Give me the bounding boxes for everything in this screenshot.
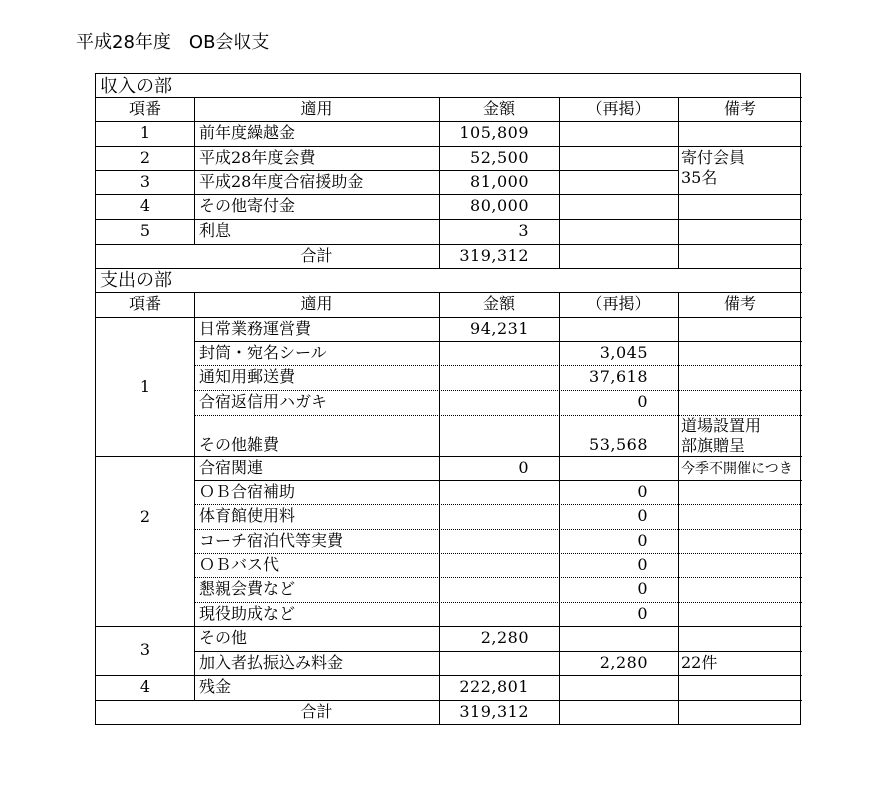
expense-col-divider xyxy=(678,292,679,724)
income-note-line: 35名 xyxy=(681,168,718,187)
income-col-divider xyxy=(678,97,679,268)
expense-section-label: 支出の部 xyxy=(100,270,172,291)
expense-head-amount: 94,231 xyxy=(470,319,529,338)
expense-sub-item: 懇親会費など xyxy=(199,579,296,598)
expense-sub-divider xyxy=(194,529,802,530)
col-header-note: 備考 xyxy=(723,99,756,118)
income-row-divider xyxy=(96,194,802,195)
income-header-divider xyxy=(96,121,802,122)
balance-sheet xyxy=(95,73,801,725)
income-row-item: 平成28年度会費 xyxy=(199,148,316,167)
income-row-item: その他寄付金 xyxy=(199,196,296,215)
expense-sub-item: 加入者払振込み料金 xyxy=(199,653,344,672)
expense-sub-repost: 0 xyxy=(637,531,648,550)
income-total-label: 合計 xyxy=(300,246,333,265)
expense-group-no: 3 xyxy=(139,640,151,659)
expense-note-line: 部旗贈呈 xyxy=(681,436,746,455)
income-row-item: 利息 xyxy=(199,221,232,240)
expense-head-item: 合宿関連 xyxy=(199,458,264,477)
expense-sub-repost: 3,045 xyxy=(599,343,648,362)
income-row-no: 2 xyxy=(139,148,151,167)
expense-col-divider xyxy=(194,292,195,700)
expense-row-divider xyxy=(194,341,802,342)
income-row-amount: 81,000 xyxy=(470,172,529,191)
expense-head-amount: 0 xyxy=(518,458,529,477)
col-header-item: 適用 xyxy=(300,99,333,118)
expense-row-amount: 222,801 xyxy=(459,677,529,696)
expense-sub-divider xyxy=(194,365,802,366)
expense-sub-item: ＯＢ合宿補助 xyxy=(199,482,296,501)
expense-sub-item: 体育館使用料 xyxy=(199,506,296,525)
income-row-no: 3 xyxy=(139,172,151,191)
col-header-amount: 金額 xyxy=(482,294,515,313)
income-section-label: 収入の部 xyxy=(100,76,172,97)
expense-col-divider xyxy=(439,292,440,724)
expense-sub-repost: 0 xyxy=(637,506,648,525)
expense-sub-item: 合宿返信用ハガキ xyxy=(199,392,328,411)
expense-row-divider xyxy=(194,651,802,652)
col-header-repost: （再掲） xyxy=(586,99,651,118)
expense-sub-repost: 0 xyxy=(637,579,648,598)
expense-head-item: その他 xyxy=(199,628,248,647)
expense-sub-item: ＯＢバス代 xyxy=(199,555,280,574)
expense-total-label: 合計 xyxy=(300,702,333,721)
expense-section-divider xyxy=(96,292,802,293)
expense-group-divider xyxy=(96,456,802,457)
income-row-no: 4 xyxy=(139,196,151,215)
expense-sub-item: 封筒・宛名シール xyxy=(199,343,327,362)
expense-sub-item: 現役助成など xyxy=(199,604,296,623)
expense-head-item: 日常業務運営費 xyxy=(199,319,312,338)
income-row-no: 5 xyxy=(139,221,151,240)
income-total-amount: 319,312 xyxy=(459,246,529,265)
expense-sub-repost: 53,568 xyxy=(589,435,648,454)
expense-row-divider xyxy=(96,700,802,701)
income-row-divider xyxy=(96,219,802,220)
expense-sub-divider xyxy=(194,553,802,554)
income-row-amount: 3 xyxy=(518,221,529,240)
income-row-no: 1 xyxy=(139,123,151,142)
expense-sub-divider xyxy=(194,577,802,578)
income-row-amount: 80,000 xyxy=(470,196,529,215)
expense-sub-repost: 0 xyxy=(637,604,648,623)
expense-group-divider xyxy=(96,626,802,627)
expense-group-no: 1 xyxy=(139,377,151,396)
expense-sub-repost: 0 xyxy=(637,555,648,574)
income-row-divider xyxy=(96,170,678,171)
expense-sub-divider xyxy=(194,602,802,603)
expense-header-divider xyxy=(96,317,802,318)
col-header-no: 項番 xyxy=(128,99,161,118)
income-col-divider xyxy=(559,97,560,268)
income-row-amount: 105,809 xyxy=(459,123,529,142)
expense-head-amount: 2,280 xyxy=(480,628,529,647)
income-row-divider xyxy=(96,146,802,147)
expense-sub-repost: 2,280 xyxy=(599,653,648,672)
col-header-note: 備考 xyxy=(723,294,756,313)
expense-sub-divider xyxy=(194,390,802,391)
expense-group-divider xyxy=(96,675,802,676)
expense-sub-repost: 0 xyxy=(637,392,648,411)
page-title: 平成28年度 OB会収支 xyxy=(76,32,270,53)
expense-row-item: 残金 xyxy=(199,677,232,696)
income-row-divider xyxy=(96,244,802,245)
expense-sub-note: 22件 xyxy=(681,653,718,672)
col-header-no: 項番 xyxy=(128,294,161,313)
expense-group-no: 4 xyxy=(139,677,151,696)
income-total-divider xyxy=(96,268,802,269)
expense-head-note: 今季不開催につき xyxy=(681,461,793,477)
expense-group-no: 2 xyxy=(139,507,151,526)
income-col-divider xyxy=(194,97,195,244)
income-row-item: 前年度繰越金 xyxy=(199,123,296,142)
col-header-item: 適用 xyxy=(300,294,333,313)
expense-sub-repost: 37,618 xyxy=(589,367,648,386)
expense-sub-repost: 0 xyxy=(637,482,648,501)
income-row-item: 平成28年度合宿援助金 xyxy=(199,172,364,191)
expense-sub-item: その他雑費 xyxy=(199,435,280,454)
income-note-line: 寄付会員 xyxy=(681,148,746,167)
expense-sub-divider xyxy=(194,504,802,505)
expense-note-line: 道場設置用 xyxy=(681,416,762,435)
col-header-repost: （再掲） xyxy=(586,294,651,313)
expense-row-divider xyxy=(194,480,802,481)
expense-sub-item: コーチ宿泊代等実費 xyxy=(199,531,344,550)
income-section-divider xyxy=(96,97,802,98)
income-row-amount: 52,500 xyxy=(470,148,529,167)
expense-total-amount: 319,312 xyxy=(459,702,529,721)
expense-sub-item: 通知用郵送費 xyxy=(199,367,296,386)
col-header-amount: 金額 xyxy=(482,99,515,118)
